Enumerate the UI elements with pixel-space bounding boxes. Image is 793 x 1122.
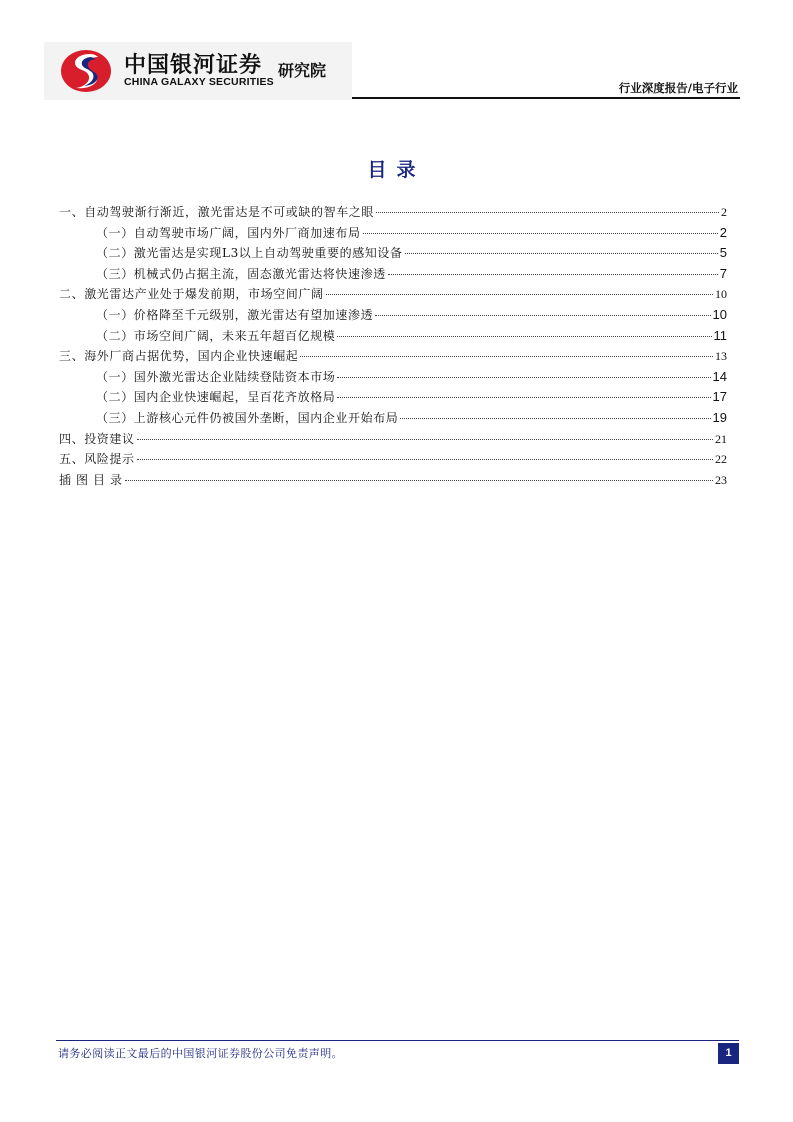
toc-leader-dots	[337, 336, 711, 337]
logo-chinese-name: 中国银河证券	[124, 53, 263, 78]
toc-leader-dots	[400, 418, 710, 419]
toc-leader-dots	[326, 294, 713, 295]
page-header	[44, 42, 740, 100]
toc-entry-page: 2	[719, 224, 727, 240]
toc-entry-page: 7	[719, 265, 727, 281]
institute-name: 研究院	[278, 61, 327, 80]
toc-entry-page: 19	[712, 409, 727, 425]
toc-entry[interactable]	[59, 202, 727, 223]
toc-entry-page: 2	[721, 205, 727, 219]
toc-leader-dots	[137, 439, 713, 440]
toc-entry-label: （二）国内企业快速崛起，呈百花齐放格局	[96, 390, 336, 405]
toc-entry-page: 10	[712, 306, 727, 322]
toc-entry[interactable]	[59, 346, 727, 367]
page-number: 1	[718, 1043, 739, 1064]
toc-entry[interactable]	[59, 367, 727, 388]
toc-leader-dots	[300, 356, 713, 357]
toc-leader-dots	[125, 480, 713, 481]
toc-entry-label: 一、自动驾驶渐行渐近，激光雷达是不可或缺的智车之眼	[59, 205, 375, 219]
toc-leader-dots	[376, 212, 719, 213]
toc-entry-label: 五、风险提示	[59, 452, 135, 467]
toc-entry-page: 13	[715, 349, 727, 364]
toc-leader-dots	[337, 377, 710, 378]
toc-entry-page: 11	[713, 327, 727, 343]
toc-leader-dots	[405, 253, 718, 254]
toc-entry[interactable]	[59, 305, 727, 326]
toc-entry[interactable]	[59, 326, 727, 347]
toc-leader-dots	[375, 315, 710, 316]
toc-leader-dots	[388, 274, 718, 275]
toc-entry[interactable]	[59, 264, 727, 285]
galaxy-logo-icon	[60, 48, 112, 94]
toc-entry-label: （一）国外激光雷达企业陆续登陆资本市场	[96, 369, 336, 384]
logo	[44, 42, 352, 100]
report-type: 行业深度报告/电子行业	[618, 81, 738, 95]
toc-entry[interactable]	[59, 387, 727, 408]
toc-entry[interactable]	[59, 470, 727, 491]
toc-entry-page: 21	[715, 431, 727, 446]
toc-leader-dots	[137, 459, 713, 460]
toc-entry-label: 四、投资建议	[59, 431, 135, 446]
toc-entry-page: 5	[719, 245, 727, 261]
toc-entry[interactable]	[59, 449, 727, 470]
toc-entry-label: （一）自动驾驶市场广阔，国内外厂商加速布局	[96, 225, 361, 240]
toc-entry-label: （三）上游核心元件仍被国外垄断，国内企业开始布局	[96, 410, 399, 425]
toc-entry-label: （一）价格降至千元级别，激光雷达有望加速渗透	[96, 307, 374, 322]
toc-entry-page: 23	[715, 472, 727, 487]
toc-entry-label: （二）市场空间广阔，未来五年超百亿规模	[96, 328, 336, 343]
toc-entry[interactable]	[59, 243, 727, 264]
toc-entry-label: 三、海外厂商占据优势，国内企业快速崛起	[59, 349, 299, 364]
toc-entry-page: 22	[715, 452, 727, 467]
toc-title: 目录	[367, 159, 426, 181]
toc-entry[interactable]	[59, 223, 727, 244]
toc-entry-page: 10	[715, 287, 727, 302]
toc-leader-dots	[363, 233, 718, 234]
toc-entry-page: 17	[712, 389, 727, 405]
toc-entry[interactable]	[59, 429, 727, 450]
toc-entry-label: 二、激光雷达产业处于爆发前期，市场空间广阔	[59, 287, 324, 302]
logo-english-name: CHINA GALAXY SECURITIES	[124, 76, 274, 88]
toc-entry-label: 插 图 目 录	[59, 472, 123, 487]
toc-entry[interactable]	[59, 408, 727, 429]
footer-disclaimer: 请务必阅读正文最后的中国银河证券股份公司免责声明。	[58, 1047, 343, 1060]
toc-leader-dots	[337, 397, 710, 398]
toc-entry-page: 14	[712, 368, 727, 384]
footer-divider	[56, 1040, 739, 1041]
toc-entry-label: （二）激光雷达是实现L3以上自动驾驶重要的感知设备	[96, 246, 403, 261]
toc-entry-label: （三）机械式仍占据主流，固态激光雷达将快速渗透	[96, 266, 386, 281]
table-of-contents	[59, 202, 727, 490]
header-divider	[352, 97, 740, 99]
toc-entry[interactable]	[59, 284, 727, 305]
